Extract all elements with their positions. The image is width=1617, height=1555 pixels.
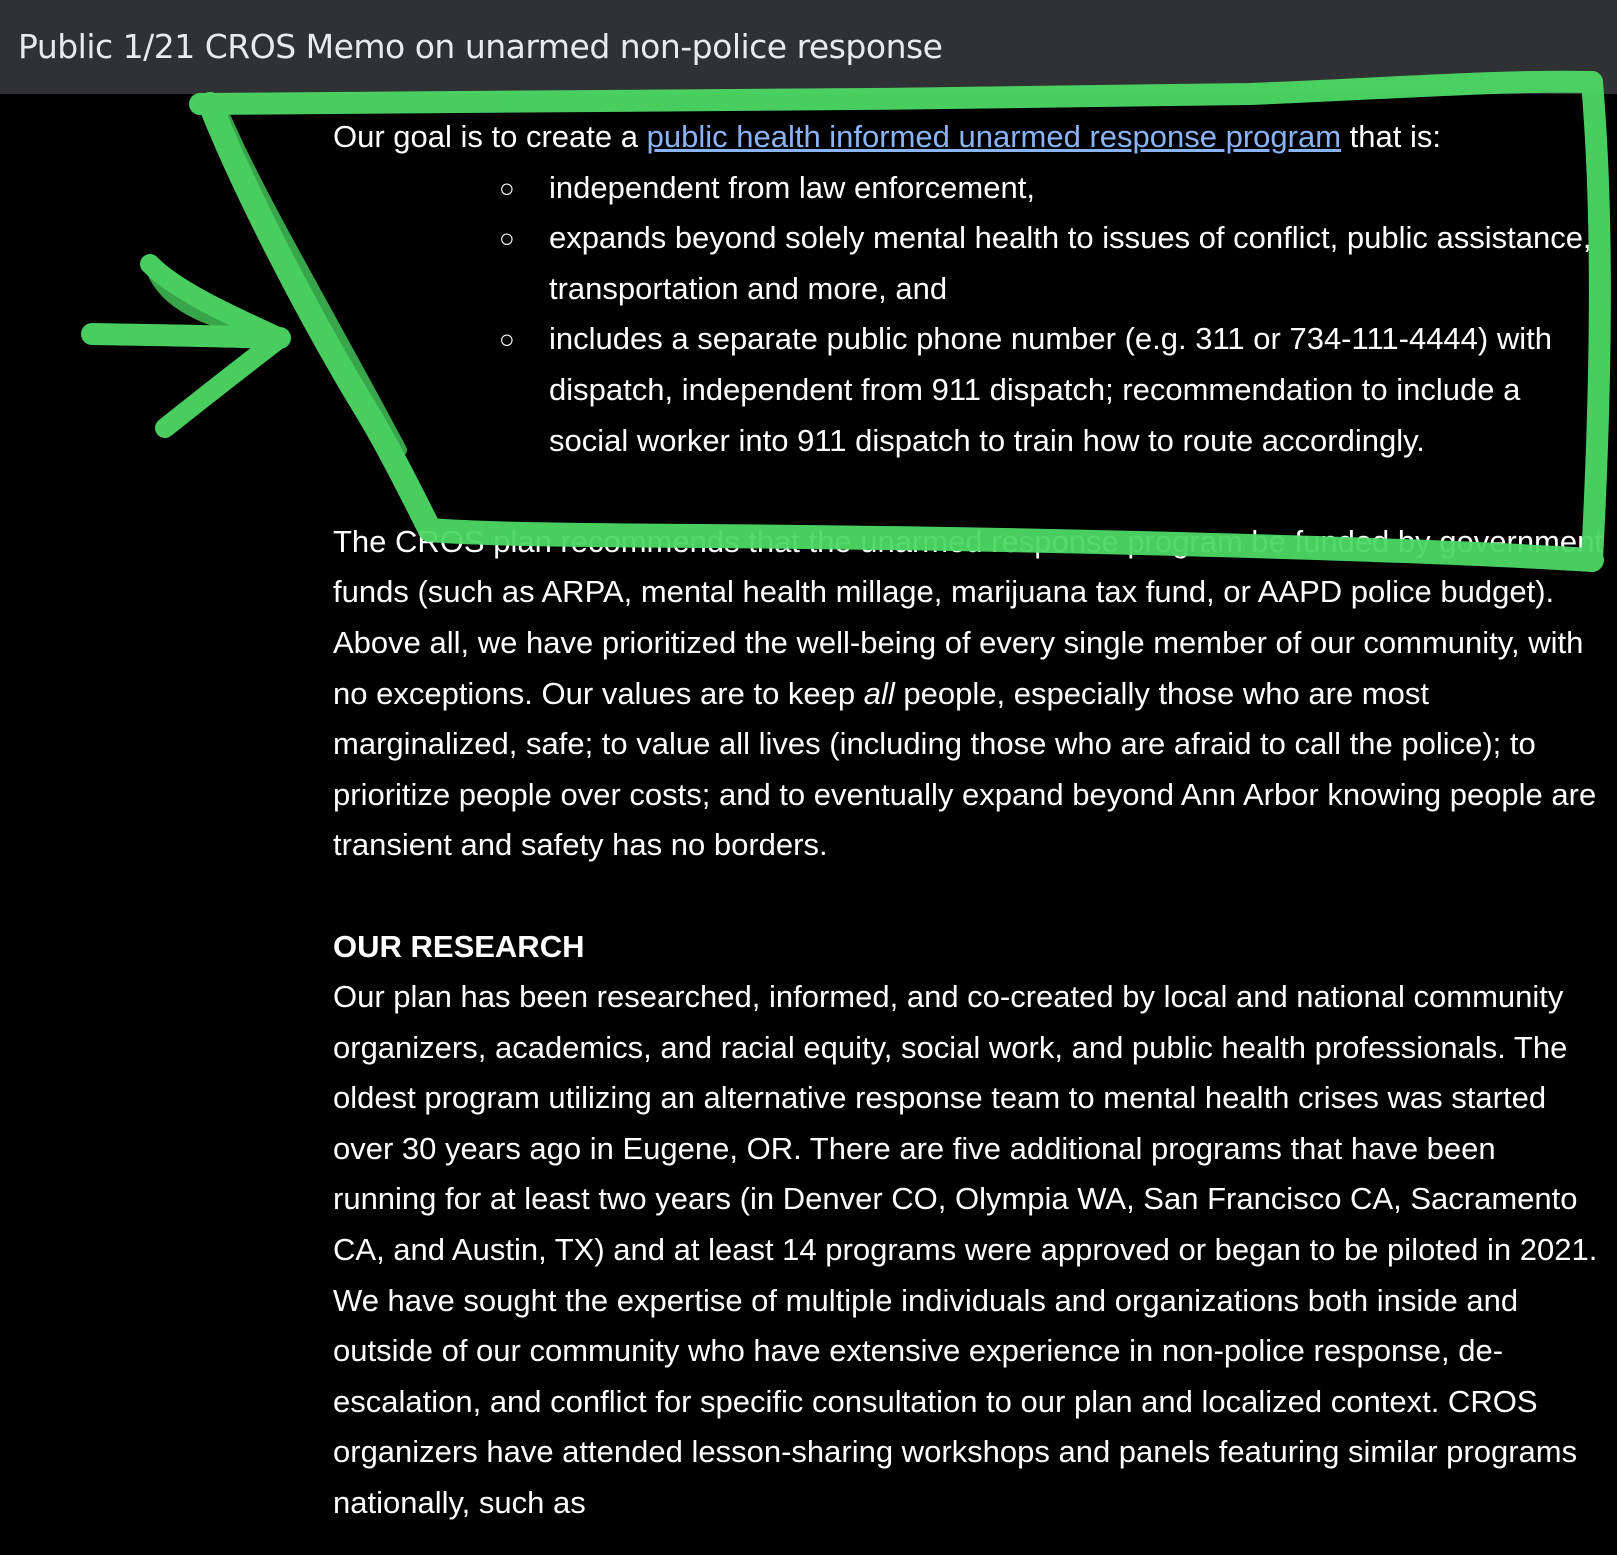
spacer xyxy=(333,871,1603,922)
plan-emphasis: all xyxy=(863,675,895,711)
bullet-icon: ○ xyxy=(499,324,515,355)
list-item xyxy=(499,213,1603,314)
research-heading: OUR RESEARCH xyxy=(333,928,585,964)
goal-bullet-list xyxy=(333,163,1603,467)
research-paragraph: Our plan has been researched, informed, and co-created by local and national community organizers, academics, and racial equity, social work, and public health professionals. The oldest program utilizing an alternative response team to mental health crises was started over 30 years ago in Eugene, OR. There are five additional programs that have been running for at least two years (in Denver CO, Olympia WA, San Francisco CA, Sacramento CA, and Austin, TX) and at least 14 programs were approved or began to be piloted in 2021. We have sought the expertise of multiple individuals and organizations both inside and outside of our community who have extensive experience in non-police response, de-escalation, and conflict for specific consultation to our plan and localized context. CROS organizers have attended lesson-sharing workshops and panels featuring similar programs nationally, such as xyxy=(333,979,1598,1521)
bullet-text: includes a separate public phone number (e.g. 311 or 734-111-4444) with dispatch, independent from 911 dispatch; recommendation to include a social worker into 911 dispatch to train how to route accordingly. xyxy=(549,321,1552,458)
spacer xyxy=(333,466,1603,517)
list-item xyxy=(499,314,1603,466)
goal-suffix: that is: xyxy=(1341,119,1441,154)
program-link[interactable]: public health informed unarmed response program xyxy=(646,119,1342,154)
plan-text-2: people, especially those who are most marginalized, safe; to value all lives (including those who are afraid to call the police); to prioritize people over costs; and to eventually expand beyond Ann Arbor knowing people are transient and safety has no borders. xyxy=(333,675,1597,863)
document-body xyxy=(333,112,1603,1529)
plan-text-1: The CROS plan recommends that the unarmed response program be funded by government funds (such as ARPA, mental health millage, marijuana tax fund, or AAPD police budget). Above all, we have prioritized the well-being of every single member of our community, with no exceptions. Our values are to keep xyxy=(333,523,1603,711)
goal-paragraph xyxy=(333,112,1603,163)
bullet-text: independent from law enforcement, xyxy=(549,169,1035,205)
annotation-arrow-shaft xyxy=(92,334,280,338)
annotation-arrow-head-lower xyxy=(165,338,280,428)
goal-prefix: Our goal is to create a xyxy=(333,119,647,154)
bullet-icon: ○ xyxy=(499,172,515,203)
title-bar xyxy=(0,0,1617,94)
annotation-arrow-head-upper xyxy=(150,264,280,338)
bullet-icon: ○ xyxy=(499,223,515,254)
plan-paragraph xyxy=(333,517,1603,871)
document-title: Public 1/21 CROS Memo on unarmed non-police response xyxy=(18,26,943,66)
bullet-text: expands beyond solely mental health to issues of conflict, public assistance, transportation and more, and xyxy=(549,220,1592,306)
list-item xyxy=(499,163,1603,214)
